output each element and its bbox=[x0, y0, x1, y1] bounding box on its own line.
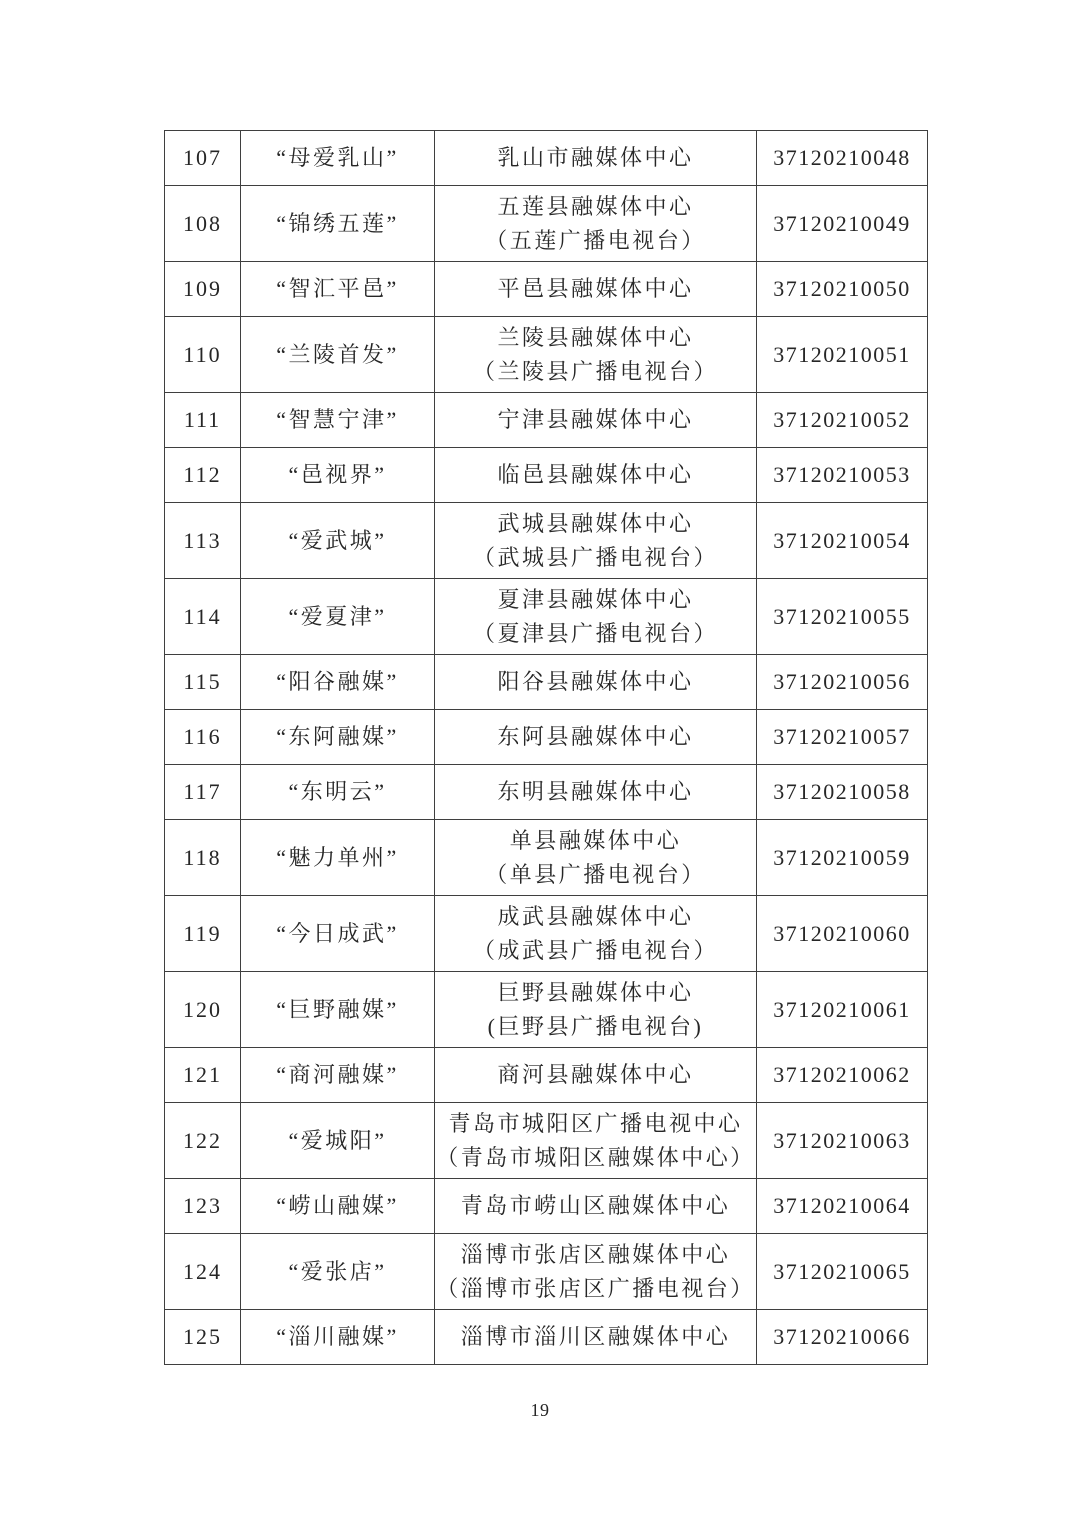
organization-cell bbox=[435, 1234, 757, 1310]
table-body bbox=[165, 131, 928, 1365]
license-number-cell: 37120210062 bbox=[757, 1048, 928, 1103]
organization-line: （成武县广播电视台） bbox=[472, 937, 718, 963]
organization-cell bbox=[435, 972, 757, 1048]
table-row bbox=[165, 503, 928, 579]
table-row bbox=[165, 1310, 928, 1365]
page-number: 19 bbox=[530, 1400, 550, 1420]
license-number-cell: 37120210052 bbox=[757, 393, 928, 448]
organization-cell bbox=[435, 765, 757, 820]
row-number-cell: 119 bbox=[165, 896, 241, 972]
row-number-cell: 120 bbox=[165, 972, 241, 1048]
license-number-cell: 37120210061 bbox=[757, 972, 928, 1048]
organization-line: （武城县广播电视台） bbox=[472, 544, 718, 570]
platform-name-cell: “邑视界” bbox=[241, 448, 435, 503]
organization-line: 临邑县融媒体中心 bbox=[497, 462, 694, 487]
license-number-cell: 37120210053 bbox=[757, 448, 928, 503]
platform-name-cell: “巨野融媒” bbox=[241, 972, 435, 1048]
organization-line: 青岛市城阳区广播电视中心 bbox=[448, 1110, 743, 1136]
platform-name-cell: “智汇平邑” bbox=[241, 262, 435, 317]
platform-name-cell: “商河融媒” bbox=[241, 1048, 435, 1103]
license-number-cell: 37120210060 bbox=[757, 896, 928, 972]
organization-cell bbox=[435, 393, 757, 448]
organization-line: 宁津县融媒体中心 bbox=[497, 407, 694, 432]
organization-line: （夏津县广播电视台） bbox=[472, 620, 718, 646]
platform-name-cell: “爱城阳” bbox=[241, 1103, 435, 1179]
organization-cell bbox=[435, 655, 757, 710]
table-row bbox=[165, 579, 928, 655]
organization-cell bbox=[435, 503, 757, 579]
row-number-cell: 107 bbox=[165, 131, 241, 186]
organization-line: 五莲县融媒体中心 bbox=[497, 193, 694, 219]
organization-cell bbox=[435, 262, 757, 317]
table-row bbox=[165, 1234, 928, 1310]
license-number-cell: 37120210048 bbox=[757, 131, 928, 186]
organization-line: 商河县融媒体中心 bbox=[497, 1062, 694, 1087]
row-number-cell: 114 bbox=[165, 579, 241, 655]
row-number-cell: 124 bbox=[165, 1234, 241, 1310]
table-row bbox=[165, 393, 928, 448]
table-row bbox=[165, 710, 928, 765]
organization-cell bbox=[435, 579, 757, 655]
organization-line: 兰陵县融媒体中心 bbox=[497, 324, 694, 350]
platform-name-cell: “崂山融媒” bbox=[241, 1179, 435, 1234]
organization-line: 武城县融媒体中心 bbox=[497, 510, 694, 536]
platform-name-cell: “淄川融媒” bbox=[241, 1310, 435, 1365]
platform-name-cell: “东阿融媒” bbox=[241, 710, 435, 765]
organization-line: 淄博市淄川区融媒体中心 bbox=[460, 1324, 731, 1349]
table-row bbox=[165, 448, 928, 503]
platform-name-cell: “今日成武” bbox=[241, 896, 435, 972]
row-number-cell: 111 bbox=[165, 393, 241, 448]
organization-cell bbox=[435, 1179, 757, 1234]
license-number-cell: 37120210051 bbox=[757, 317, 928, 393]
organization-cell bbox=[435, 1103, 757, 1179]
table-row bbox=[165, 1103, 928, 1179]
organization-cell bbox=[435, 1048, 757, 1103]
license-number-cell: 37120210058 bbox=[757, 765, 928, 820]
table-row bbox=[165, 131, 928, 186]
organization-line: 乳山市融媒体中心 bbox=[497, 145, 694, 170]
table-row bbox=[165, 317, 928, 393]
license-table bbox=[164, 130, 928, 1365]
row-number-cell: 118 bbox=[165, 820, 241, 896]
organization-cell bbox=[435, 820, 757, 896]
organization-line: （兰陵县广播电视台） bbox=[472, 358, 718, 384]
organization-cell bbox=[435, 131, 757, 186]
platform-name-cell: “母爱乳山” bbox=[241, 131, 435, 186]
platform-name-cell: “阳谷融媒” bbox=[241, 655, 435, 710]
license-number-cell: 37120210057 bbox=[757, 710, 928, 765]
row-number-cell: 109 bbox=[165, 262, 241, 317]
table-row bbox=[165, 820, 928, 896]
table-row bbox=[165, 1179, 928, 1234]
organization-line: 巨野县融媒体中心 bbox=[497, 979, 694, 1005]
license-number-cell: 37120210064 bbox=[757, 1179, 928, 1234]
organization-cell bbox=[435, 448, 757, 503]
license-number-cell: 37120210065 bbox=[757, 1234, 928, 1310]
organization-line: 青岛市崂山区融媒体中心 bbox=[460, 1193, 731, 1218]
row-number-cell: 110 bbox=[165, 317, 241, 393]
organization-line: （单县广播电视台） bbox=[485, 861, 706, 887]
row-number-cell: 123 bbox=[165, 1179, 241, 1234]
organization-cell bbox=[435, 896, 757, 972]
organization-cell bbox=[435, 710, 757, 765]
organization-line: (巨野县广播电视台) bbox=[487, 1013, 704, 1039]
row-number-cell: 121 bbox=[165, 1048, 241, 1103]
organization-line: 东明县融媒体中心 bbox=[497, 779, 694, 804]
organization-line: （青岛市城阳区融媒体中心） bbox=[436, 1144, 755, 1170]
organization-line: 东阿县融媒体中心 bbox=[497, 724, 694, 749]
row-number-cell: 117 bbox=[165, 765, 241, 820]
row-number-cell: 112 bbox=[165, 448, 241, 503]
platform-name-cell: “智慧宁津” bbox=[241, 393, 435, 448]
platform-name-cell: “魅力单州” bbox=[241, 820, 435, 896]
row-number-cell: 122 bbox=[165, 1103, 241, 1179]
organization-line: （淄博市张店区广播电视台） bbox=[436, 1275, 755, 1301]
organization-cell bbox=[435, 1310, 757, 1365]
license-number-cell: 37120210056 bbox=[757, 655, 928, 710]
table-row bbox=[165, 765, 928, 820]
row-number-cell: 116 bbox=[165, 710, 241, 765]
platform-name-cell: “爱夏津” bbox=[241, 579, 435, 655]
table-row bbox=[165, 186, 928, 262]
platform-name-cell: “兰陵首发” bbox=[241, 317, 435, 393]
license-number-cell: 37120210059 bbox=[757, 820, 928, 896]
row-number-cell: 108 bbox=[165, 186, 241, 262]
organization-line: 夏津县融媒体中心 bbox=[497, 586, 694, 612]
organization-line: 淄博市张店区融媒体中心 bbox=[460, 1241, 731, 1267]
platform-name-cell: “爱张店” bbox=[241, 1234, 435, 1310]
organization-cell bbox=[435, 317, 757, 393]
table-row bbox=[165, 972, 928, 1048]
platform-name-cell: “锦绣五莲” bbox=[241, 186, 435, 262]
license-number-cell: 37120210055 bbox=[757, 579, 928, 655]
table-row bbox=[165, 1048, 928, 1103]
license-number-cell: 37120210054 bbox=[757, 503, 928, 579]
license-number-cell: 37120210066 bbox=[757, 1310, 928, 1365]
row-number-cell: 125 bbox=[165, 1310, 241, 1365]
license-number-cell: 37120210050 bbox=[757, 262, 928, 317]
organization-line: （五莲广播电视台） bbox=[485, 227, 706, 253]
platform-name-cell: “爱武城” bbox=[241, 503, 435, 579]
organization-line: 阳谷县融媒体中心 bbox=[497, 669, 694, 694]
row-number-cell: 113 bbox=[165, 503, 241, 579]
license-number-cell: 37120210063 bbox=[757, 1103, 928, 1179]
organization-line: 成武县融媒体中心 bbox=[497, 903, 694, 929]
organization-line: 平邑县融媒体中心 bbox=[497, 276, 694, 301]
table-row bbox=[165, 896, 928, 972]
license-number-cell: 37120210049 bbox=[757, 186, 928, 262]
organization-cell bbox=[435, 186, 757, 262]
table-row bbox=[165, 655, 928, 710]
platform-name-cell: “东明云” bbox=[241, 765, 435, 820]
organization-line: 单县融媒体中心 bbox=[509, 827, 682, 853]
row-number-cell: 115 bbox=[165, 655, 241, 710]
table-row bbox=[165, 262, 928, 317]
